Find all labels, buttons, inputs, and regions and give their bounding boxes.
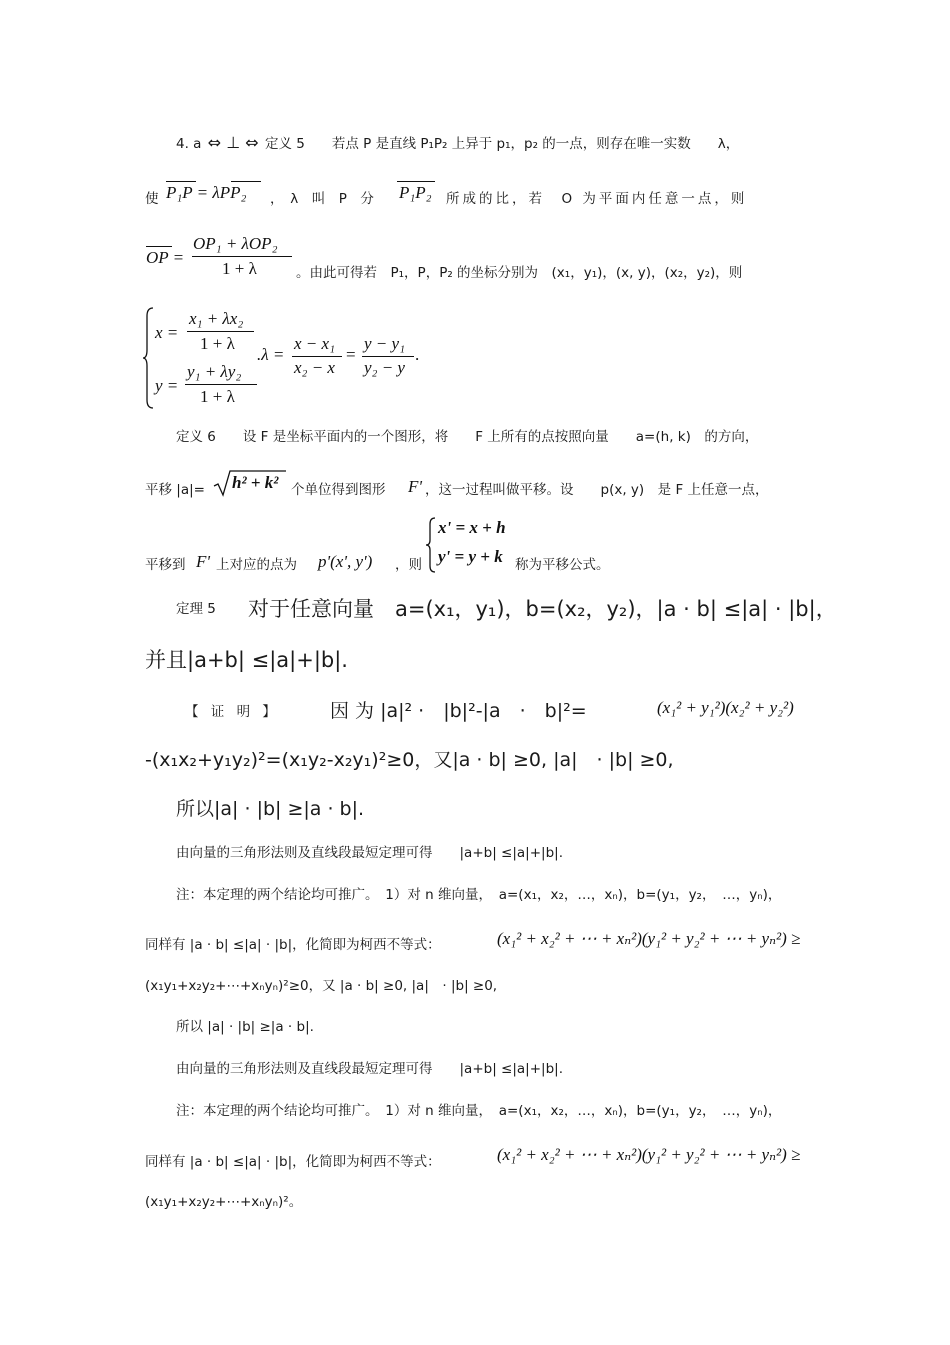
f-prime: F'	[196, 552, 211, 571]
left-brace-icon	[142, 306, 156, 410]
vector-arrow	[231, 181, 261, 182]
item-number: 4. a	[176, 136, 202, 152]
same-1: 同样有 |a · b| ≤|a| · |b|，化简即为柯西不等式：	[145, 937, 441, 953]
fraction-bar	[187, 331, 254, 332]
translate-eq-x: x' = x + h	[438, 518, 506, 537]
def5-text: 定义 5 若点 P 是直线 P₁P₂ 上异于 p₁，p₂ 的一点，则存在唯一实数 λ，	[264, 136, 740, 152]
para-def5-line2-start: 使	[145, 191, 159, 207]
so-1: 所以 |a| · |b| ≥|a · b|.	[176, 1019, 314, 1035]
vector-p1p2: P₁P₂	[399, 183, 432, 202]
equivalence-symbols: ⇔ ⊥ ⇔	[207, 133, 259, 152]
vector-bar	[146, 246, 172, 247]
theorem5-line1: 对于任意向量 a=(x₁，y₁)，b=(x₂，y₂)，|a · b| ≤|a| · |b|，	[248, 597, 837, 621]
def6-line2-b: 个单位得到图形	[291, 482, 386, 498]
proof-expression: (x₁² + y₁²)(x₂² + y₂²)	[657, 698, 794, 717]
def6-line3-a: 平移到	[145, 557, 186, 573]
ratio-equation: P₁P = λPP₂	[166, 183, 247, 202]
frac1-denominator: x₂ − x	[294, 358, 335, 377]
theorem5-label: 定理 5	[176, 601, 216, 617]
op-numerator: OP₁ + λOP₂	[193, 234, 278, 253]
y-denominator: 1 + λ	[200, 387, 235, 406]
vector-arrow	[166, 181, 196, 182]
def6-line3-d: 称为平移公式。	[515, 557, 610, 573]
fraction-bar	[192, 256, 292, 257]
y-lhs: y =	[155, 376, 179, 395]
x-lhs: x =	[155, 323, 179, 342]
frac2-numerator: y − y₁	[364, 334, 405, 353]
cauchy-inequality-1: (x₁² + x₂² + ⋯ + xₙ²)(y₁² + y₂² + ⋯ + yₙ²) ≥	[497, 929, 801, 948]
def6-line2-a: 平移 |a|=	[145, 482, 205, 498]
x-numerator: x₁ + λx₂	[189, 309, 244, 328]
triangle-rule-1: 由向量的三角形法则及直线段最短定理可得 |a+b| ≤|a|+|b|.	[176, 845, 563, 861]
def6-line2-c: ，这一过程叫做平移。设 p(x, y) 是 F 上任意一点，	[425, 482, 769, 498]
p-prime-point: p'(x', y')	[318, 552, 373, 571]
tail-2: (x₁y₁+x₂y₂+⋯+xₙyₙ)²。	[145, 1194, 303, 1210]
def6-line3-c: ，则	[395, 557, 422, 573]
translate-eq-y: y' = y + k	[438, 547, 503, 566]
fraction-bar	[185, 384, 257, 385]
para-def5-line2-mid: ， λ 叫 P 分	[270, 191, 374, 207]
op-denominator: 1 + λ	[222, 259, 257, 278]
f-prime: F'	[408, 477, 423, 496]
def6-line3-b: 上对应的点为	[216, 557, 297, 573]
cauchy-inequality-2: (x₁² + x₂² + ⋯ + xₙ²)(y₁² + y₂² + ⋯ + yₙ²) ≥	[497, 1145, 801, 1164]
para-def5-line1	[176, 134, 739, 153]
tail-1: (x₁y₁+x₂y₂+⋯+xₙyₙ)²≥0，又 |a · b| ≥0, |a| · |b| ≥0,	[145, 978, 498, 994]
theorem5-line2: 并且|a+b| ≤|a|+|b|.	[145, 648, 348, 672]
left-brace-icon	[425, 516, 437, 574]
note-1: 注：本定理的两个结论均可推广。 1）对 n 维向量， a=(x₁，x₂，…，xₙ)，b=(y₁，y₂， …，yₙ)，	[176, 887, 782, 903]
proof-line3: 所以|a| · |b| ≥|a · b|.	[176, 798, 365, 820]
same-2: 同样有 |a · b| ≤|a| · |b|，化简即为柯西不等式：	[145, 1154, 441, 1170]
note-2: 注：本定理的两个结论均可推广。 1）对 n 维向量， a=(x₁，x₂，…，xₙ)，b=(y₁，y₂， …，yₙ)，	[176, 1103, 782, 1119]
triangle-rule-2: 由向量的三角形法则及直线段最短定理可得 |a+b| ≤|a|+|b|.	[176, 1061, 563, 1077]
proof-line2: -(x₁x₂+y₁y₂)²=(x₁y₂-x₂y₁)²≥0，又|a · b| ≥0, |a| · |b| ≥0,	[145, 749, 674, 771]
x-denominator: 1 + λ	[200, 334, 235, 353]
sqrt-content: h² + k²	[232, 473, 279, 492]
period: .	[415, 345, 420, 364]
def6-line1: 定义 6 设 F 是坐标平面内的一个图形，将 F 上所有的点按照向量 a=(h, k) 的方向，	[176, 429, 759, 445]
frac1-numerator: x − x₁	[294, 334, 335, 353]
y-numerator: y₁ + λy₂	[187, 362, 242, 381]
op-lhs: OP =	[146, 248, 185, 267]
equals-sign: =	[346, 345, 356, 364]
proof-line1: 因 为 |a|² · |b|²-|a · b|²=	[330, 700, 587, 722]
vector-arrow	[397, 181, 435, 182]
para-def5-line2-tail: 所成的比，若 O 为平面内任意一点，则	[446, 191, 748, 207]
frac2-denominator: y₂ − y	[364, 358, 405, 377]
proof-label: 【 证 明 】	[185, 704, 280, 720]
fraction-bar	[292, 356, 342, 357]
para-coordinates: 。由此可得若 P₁，P，P₂ 的坐标分别为 (x₁，y₁)，(x, y)，(x₂，y₂)，则	[296, 265, 743, 281]
fraction-bar	[362, 356, 414, 357]
lambda-lhs: .λ =	[257, 345, 285, 364]
